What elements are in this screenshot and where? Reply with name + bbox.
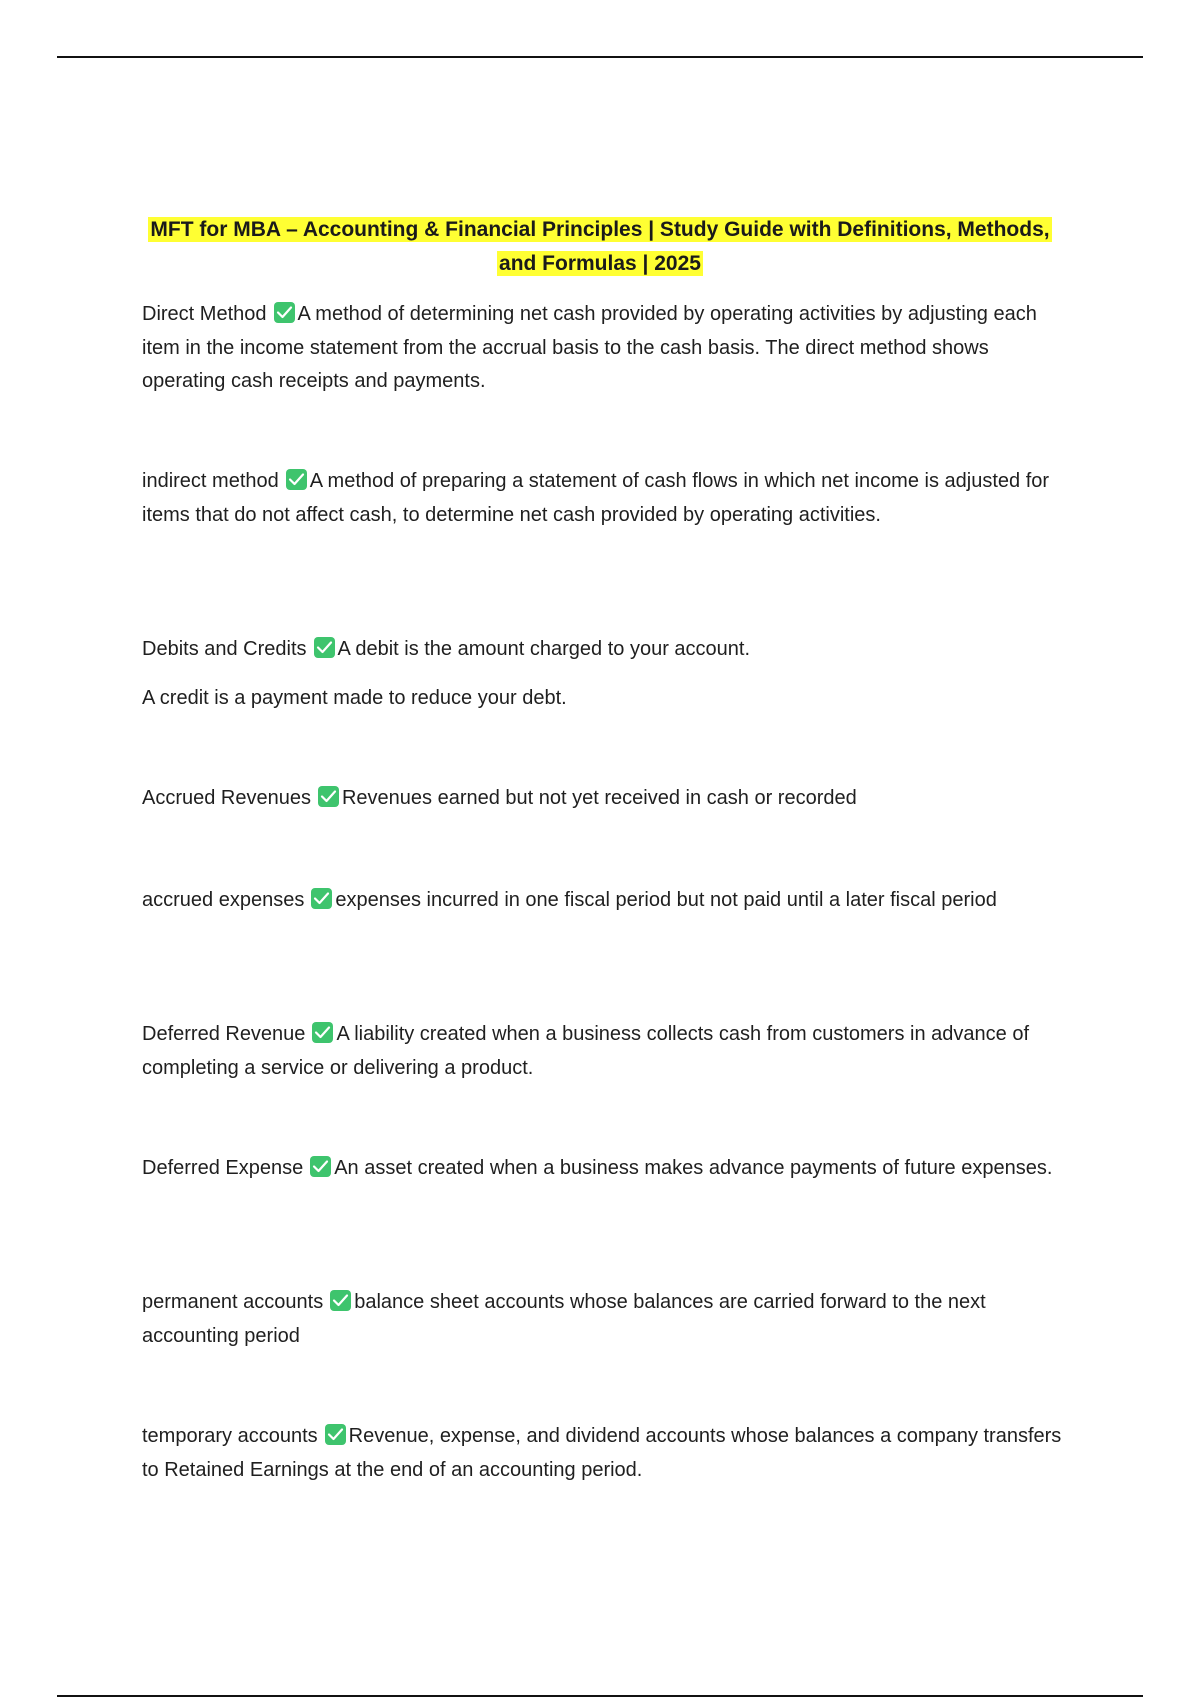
term-label: accrued expenses [142,889,305,911]
definition-text: An asset created when a business makes advance payments of future expenses. [334,1157,1053,1179]
top-divider [57,56,1143,58]
definition-text: A liability created when a business collects cash from customers in advance of completing a service or delivering a product. [142,1023,1029,1079]
term-label: Direct Method [142,303,267,325]
definition-entry-indirect-method [142,465,1072,532]
definition-text: A method of preparing a statement of cash flows in which net income is adjusted for items that do not affect cash, to determine net cash provided by operating activities. [142,470,1050,526]
definition-entry-temporary-accounts [142,1420,1072,1487]
bottom-divider [57,1695,1143,1697]
definition-entry-accrued-expenses [142,884,1072,918]
document-title [140,213,1060,281]
definition-text: balance sheet accounts whose balances are carried forward to the next accounting period [142,1291,986,1347]
term-label: permanent accounts [142,1291,324,1313]
definition-entry-permanent-accounts [142,1286,1072,1353]
checkmark-icon [286,469,307,490]
term-label: Deferred Revenue [142,1023,306,1045]
definition-text: A method of determining net cash provided by operating activities by adjusting each item in the income statement from the accrual basis to the cash basis. The direct method shows operating cash receipts and payments. [142,303,1037,392]
definition-entry-accrued-revenues [142,782,1072,816]
term-label: Accrued Revenues [142,787,311,809]
checkmark-icon [330,1290,351,1311]
definition-text: expenses incurred in one fiscal period but not paid until a later fiscal period [335,889,997,911]
term-label: temporary accounts [142,1425,318,1447]
title-line-1: MFT for MBA – Accounting & Financial Principles | Study Guide with Definitions, Methods, [150,218,1050,241]
checkmark-icon [310,1156,331,1177]
definition-text: A debit is the amount charged to your account. [337,638,751,660]
checkmark-icon [325,1424,346,1445]
term-label: Deferred Expense [142,1157,304,1179]
definition-text: Revenues earned but not yet received in cash or recorded [341,787,857,809]
definition-continuation: A credit is a payment made to reduce your debt. [142,687,567,709]
checkmark-icon [314,637,335,658]
checkmark-icon [274,302,295,323]
title-line-2: and Formulas | 2025 [499,252,701,275]
definition-entry-debits-and-credits [142,633,1072,667]
definition-text: Revenue, expense, and dividend accounts whose balances a company transfers to Retained Earnings at the end of an accounting period. [142,1425,1062,1481]
definition-entry-deferred-expense [142,1152,1072,1186]
term-label: Debits and Credits [142,638,307,660]
checkmark-icon [311,888,332,909]
definition-entry-direct-method [142,298,1072,399]
checkmark-icon [312,1022,333,1043]
definition-entry-deferred-revenue [142,1018,1072,1085]
checkmark-icon [318,786,339,807]
term-label: indirect method [142,470,279,492]
